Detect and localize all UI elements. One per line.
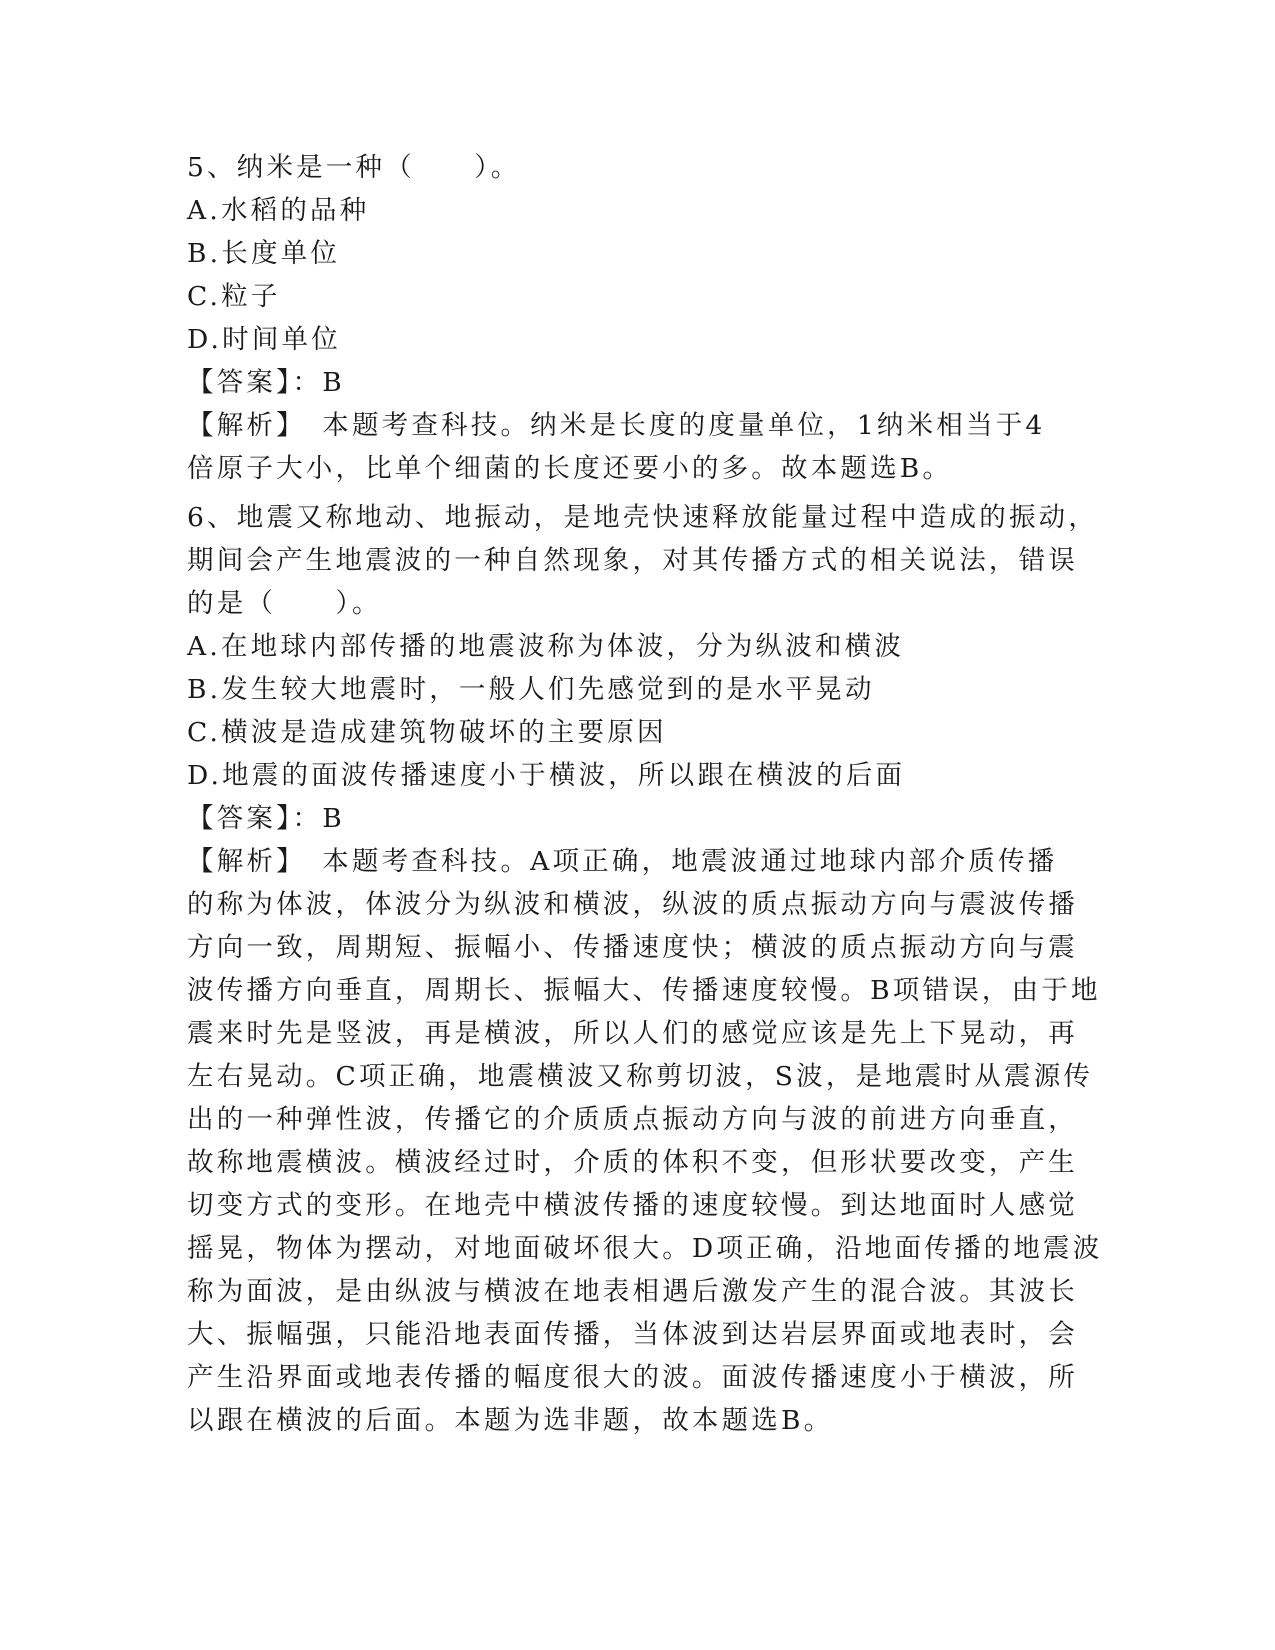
analysis-line: 称为面波，是由纵波与横波在地表相遇后激发产生的混合波。其波长 xyxy=(187,1276,1078,1307)
option-d: D.时间单位 xyxy=(187,324,341,355)
question-stem: 6、地震又称地动、地振动，是地壳快速释放能量过程中造成的振动， xyxy=(187,502,1099,533)
option-d: D.地震的面波传播速度小于横波，所以跟在横波的后面 xyxy=(187,760,906,791)
question-6 xyxy=(187,496,1103,1442)
answer-line: 【答案】：B xyxy=(187,803,345,834)
option-c: C.横波是造成建筑物破坏的主要原因 xyxy=(187,717,667,748)
question-stem: 的是（ ）。 xyxy=(187,588,382,619)
analysis-line: 出的一种弹性波，传播它的介质质点振动方向与波的前进方向垂直， xyxy=(187,1104,1078,1135)
analysis-line: 故称地震横波。横波经过时，介质的体积不变，但形状要改变，产生 xyxy=(187,1147,1078,1178)
analysis-line: 的称为体波，体波分为纵波和横波，纵波的质点振动方向与震波传播 xyxy=(187,889,1078,920)
option-b: B.长度单位 xyxy=(187,238,341,269)
analysis-line: 【解析】 本题考查科技。A项正确，地震波通过地球内部介质传播 xyxy=(187,846,1058,877)
option-a: A.在地球内部传播的地震波称为体波，分为纵波和横波 xyxy=(187,631,905,662)
analysis-line: 波传播方向垂直，周期长、振幅大、传播速度较慢。B项错误，由于地 xyxy=(187,975,1101,1006)
analysis-line: 以跟在横波的后面。本题为选非题，故本题选B。 xyxy=(187,1405,834,1436)
option-c: C.粒子 xyxy=(187,281,281,312)
analysis-line: 左右晃动。C项正确，地震横波又称剪切波，S波，是地震时从震源传 xyxy=(187,1061,1094,1092)
analysis-line: 产生沿界面或地表传播的幅度很大的波。面波传播速度小于横波，所 xyxy=(187,1362,1078,1393)
analysis-line: 倍原子大小，比单个细菌的长度还要小的多。故本题选B。 xyxy=(187,453,953,484)
question-stem: 期间会产生地震波的一种自然现象，对其传播方式的相关说法，错误 xyxy=(187,545,1078,576)
answer-line: 【答案】：B xyxy=(187,367,345,398)
document-page xyxy=(187,146,1103,1442)
analysis-line: 摇晃，物体为摆动，对地面破坏很大。D项正确，沿地面传播的地震波 xyxy=(187,1233,1103,1264)
option-b: B.发生较大地震时，一般人们先感觉到的是水平晃动 xyxy=(187,674,875,705)
analysis-line: 【解析】 本题考查科技。纳米是长度的度量单位，1纳米相当于4 xyxy=(187,410,1046,441)
question-stem: 5、纳米是一种（ ）。 xyxy=(187,152,521,183)
analysis-line: 震来时先是竖波，再是横波，所以人们的感觉应该是先上下晃动，再 xyxy=(187,1018,1078,1049)
analysis-line: 切变方式的变形。在地壳中横波传播的速度较慢。到达地面时人感觉 xyxy=(187,1190,1078,1221)
analysis-line: 大、振幅强，只能沿地表面传播，当体波到达岩层界面或地表时，会 xyxy=(187,1319,1078,1350)
analysis-line: 方向一致，周期短、振幅小、传播速度快；横波的质点振动方向与震 xyxy=(187,932,1078,963)
option-a: A.水稻的品种 xyxy=(187,195,370,226)
question-5 xyxy=(187,146,1087,490)
